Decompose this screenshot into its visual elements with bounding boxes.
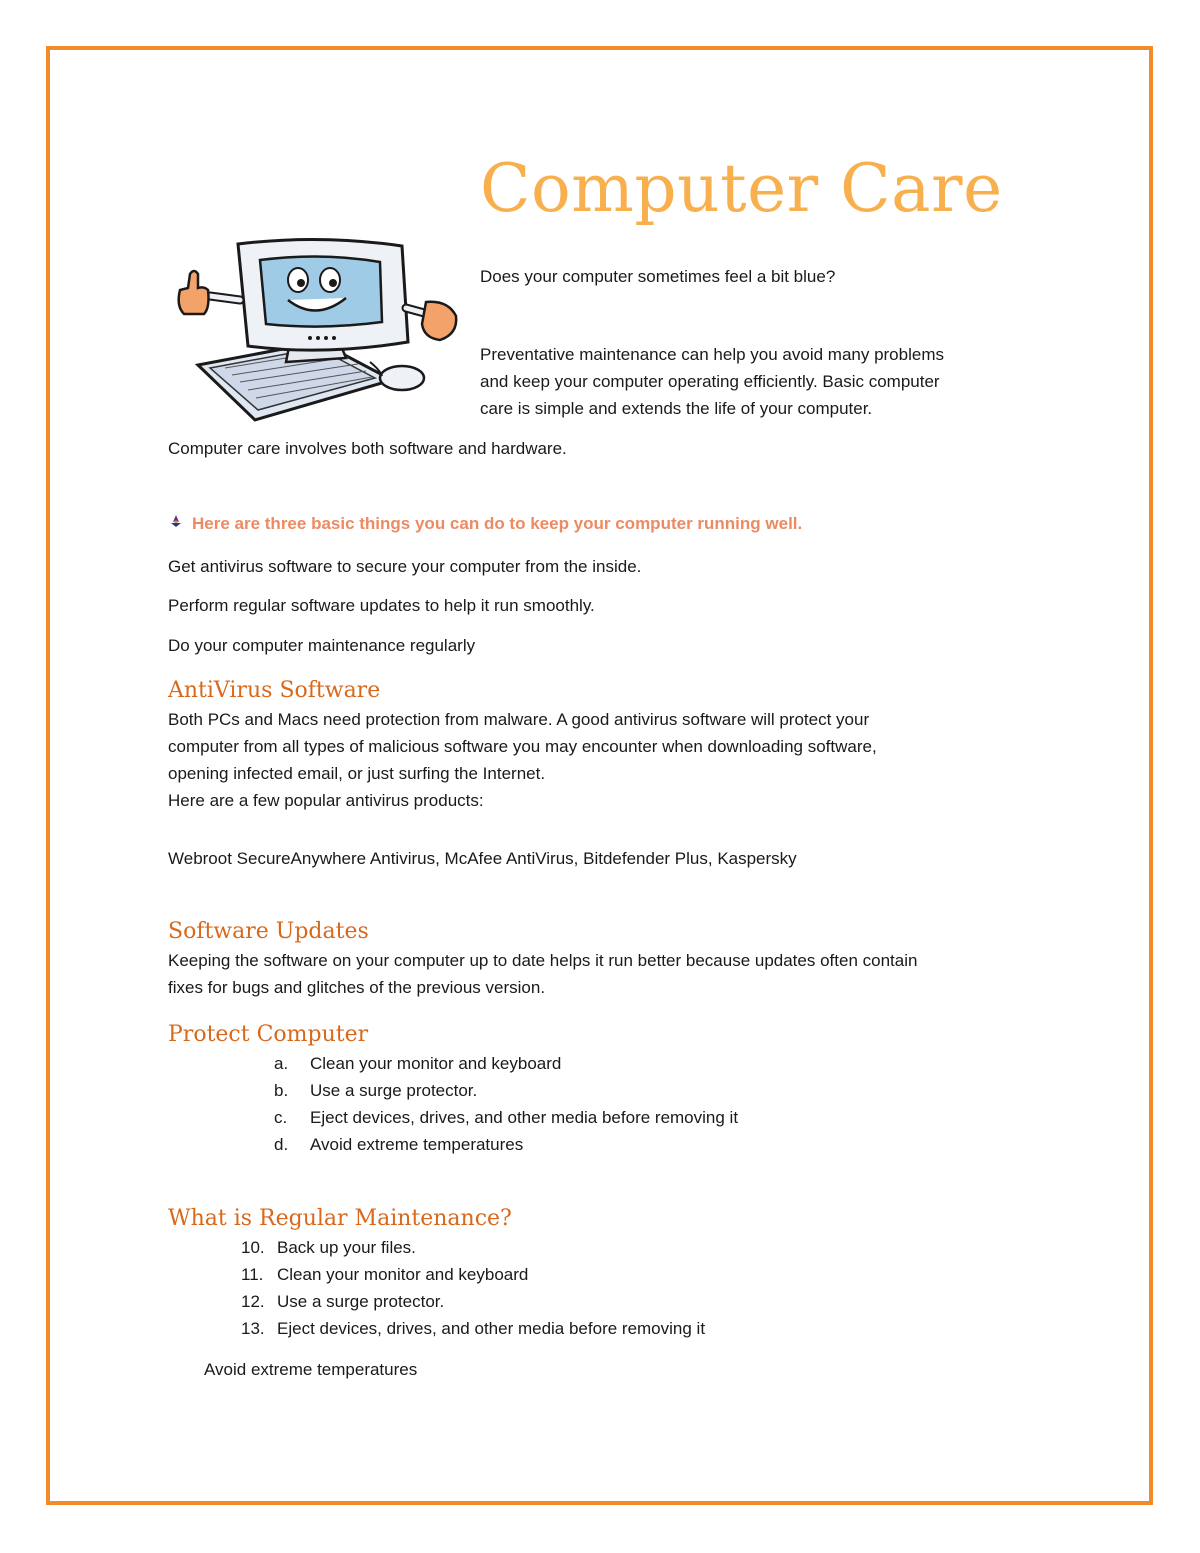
list-marker: c. bbox=[274, 1108, 288, 1127]
list-item bbox=[274, 1077, 738, 1104]
thing-item: Get antivirus software to secure your computer from the inside. bbox=[168, 557, 642, 576]
list-marker: 13. bbox=[241, 1319, 265, 1338]
intro-paragraph-line: care is simple and extends the life of your computer. bbox=[480, 399, 873, 418]
list-item-text: Eject devices, drives, and other media before removing it bbox=[277, 1319, 706, 1338]
callout bbox=[168, 513, 802, 534]
protect-list bbox=[274, 1050, 738, 1158]
list-item-text: Clean your monitor and keyboard bbox=[277, 1265, 529, 1284]
antivirus-line: opening infected email, or just surfing the Internet. bbox=[168, 764, 546, 783]
list-item-text: Use a surge protector. bbox=[310, 1081, 478, 1100]
arrow-bullet-icon bbox=[168, 513, 192, 534]
antivirus-heading: AntiVirus Software bbox=[168, 678, 381, 703]
list-marker: 11. bbox=[241, 1265, 264, 1284]
protect-heading: Protect Computer bbox=[168, 1022, 369, 1047]
list-marker: 10. bbox=[241, 1238, 265, 1257]
list-item-text: Eject devices, drives, and other media before removing it bbox=[310, 1108, 739, 1127]
maintenance-heading: What is Regular Maintenance? bbox=[168, 1206, 512, 1231]
list-marker: d. bbox=[274, 1135, 289, 1154]
intro-paragraph bbox=[480, 341, 1040, 422]
antivirus-line: Here are a few popular antivirus products: bbox=[168, 791, 484, 810]
antivirus-line: Both PCs and Macs need protection from malware. A good antivirus software will protect your bbox=[168, 710, 870, 729]
mouse-icon bbox=[380, 366, 424, 390]
care-line: Computer care involves both software and hardware. bbox=[168, 439, 567, 458]
antivirus-products: Webroot SecureAnywhere Antivirus, McAfee AntiVirus, Bitdefender Plus, Kaspersky bbox=[168, 849, 797, 868]
list-item bbox=[241, 1288, 705, 1315]
intro-paragraph-line: Preventative maintenance can help you avoid many problems bbox=[480, 345, 944, 364]
list-item bbox=[241, 1315, 705, 1342]
maintenance-list bbox=[241, 1234, 705, 1342]
list-marker: a. bbox=[274, 1054, 289, 1073]
page-title: Computer Care bbox=[480, 150, 1003, 227]
list-item bbox=[274, 1050, 738, 1077]
thing-item: Do your computer maintenance regularly bbox=[168, 636, 476, 655]
list-item bbox=[241, 1234, 705, 1261]
thing-item: Perform regular software updates to help it run smoothly. bbox=[168, 596, 595, 615]
antivirus-line: computer from all types of malicious software you may encounter when downloading software, bbox=[168, 737, 877, 756]
updates-body bbox=[168, 947, 917, 1001]
list-item-text: Use a surge protector. bbox=[277, 1292, 445, 1311]
intro-question: Does your computer sometimes feel a bit blue? bbox=[480, 267, 836, 286]
computer-cartoon-icon bbox=[170, 230, 460, 430]
list-item-text: Avoid extreme temperatures bbox=[310, 1135, 524, 1154]
updates-line: Keeping the software on your computer up to date helps it run better because updates often contain bbox=[168, 951, 918, 970]
list-item-text: Back up your files. bbox=[277, 1238, 416, 1257]
maintenance-trailing: Avoid extreme temperatures bbox=[204, 1360, 418, 1379]
callout-text: Here are three basic things you can do to keep your computer running well. bbox=[192, 514, 803, 533]
updates-heading: Software Updates bbox=[168, 919, 369, 944]
intro-paragraph-line: and keep your computer operating efficiently. Basic computer bbox=[480, 372, 940, 391]
list-item bbox=[241, 1261, 705, 1288]
list-item bbox=[274, 1104, 738, 1131]
list-marker: b. bbox=[274, 1081, 289, 1100]
antivirus-body bbox=[168, 706, 877, 814]
list-item-text: Clean your monitor and keyboard bbox=[310, 1054, 562, 1073]
updates-line: fixes for bugs and glitches of the previous version. bbox=[168, 978, 546, 997]
list-marker: 12. bbox=[241, 1292, 265, 1311]
list-item bbox=[274, 1131, 738, 1158]
